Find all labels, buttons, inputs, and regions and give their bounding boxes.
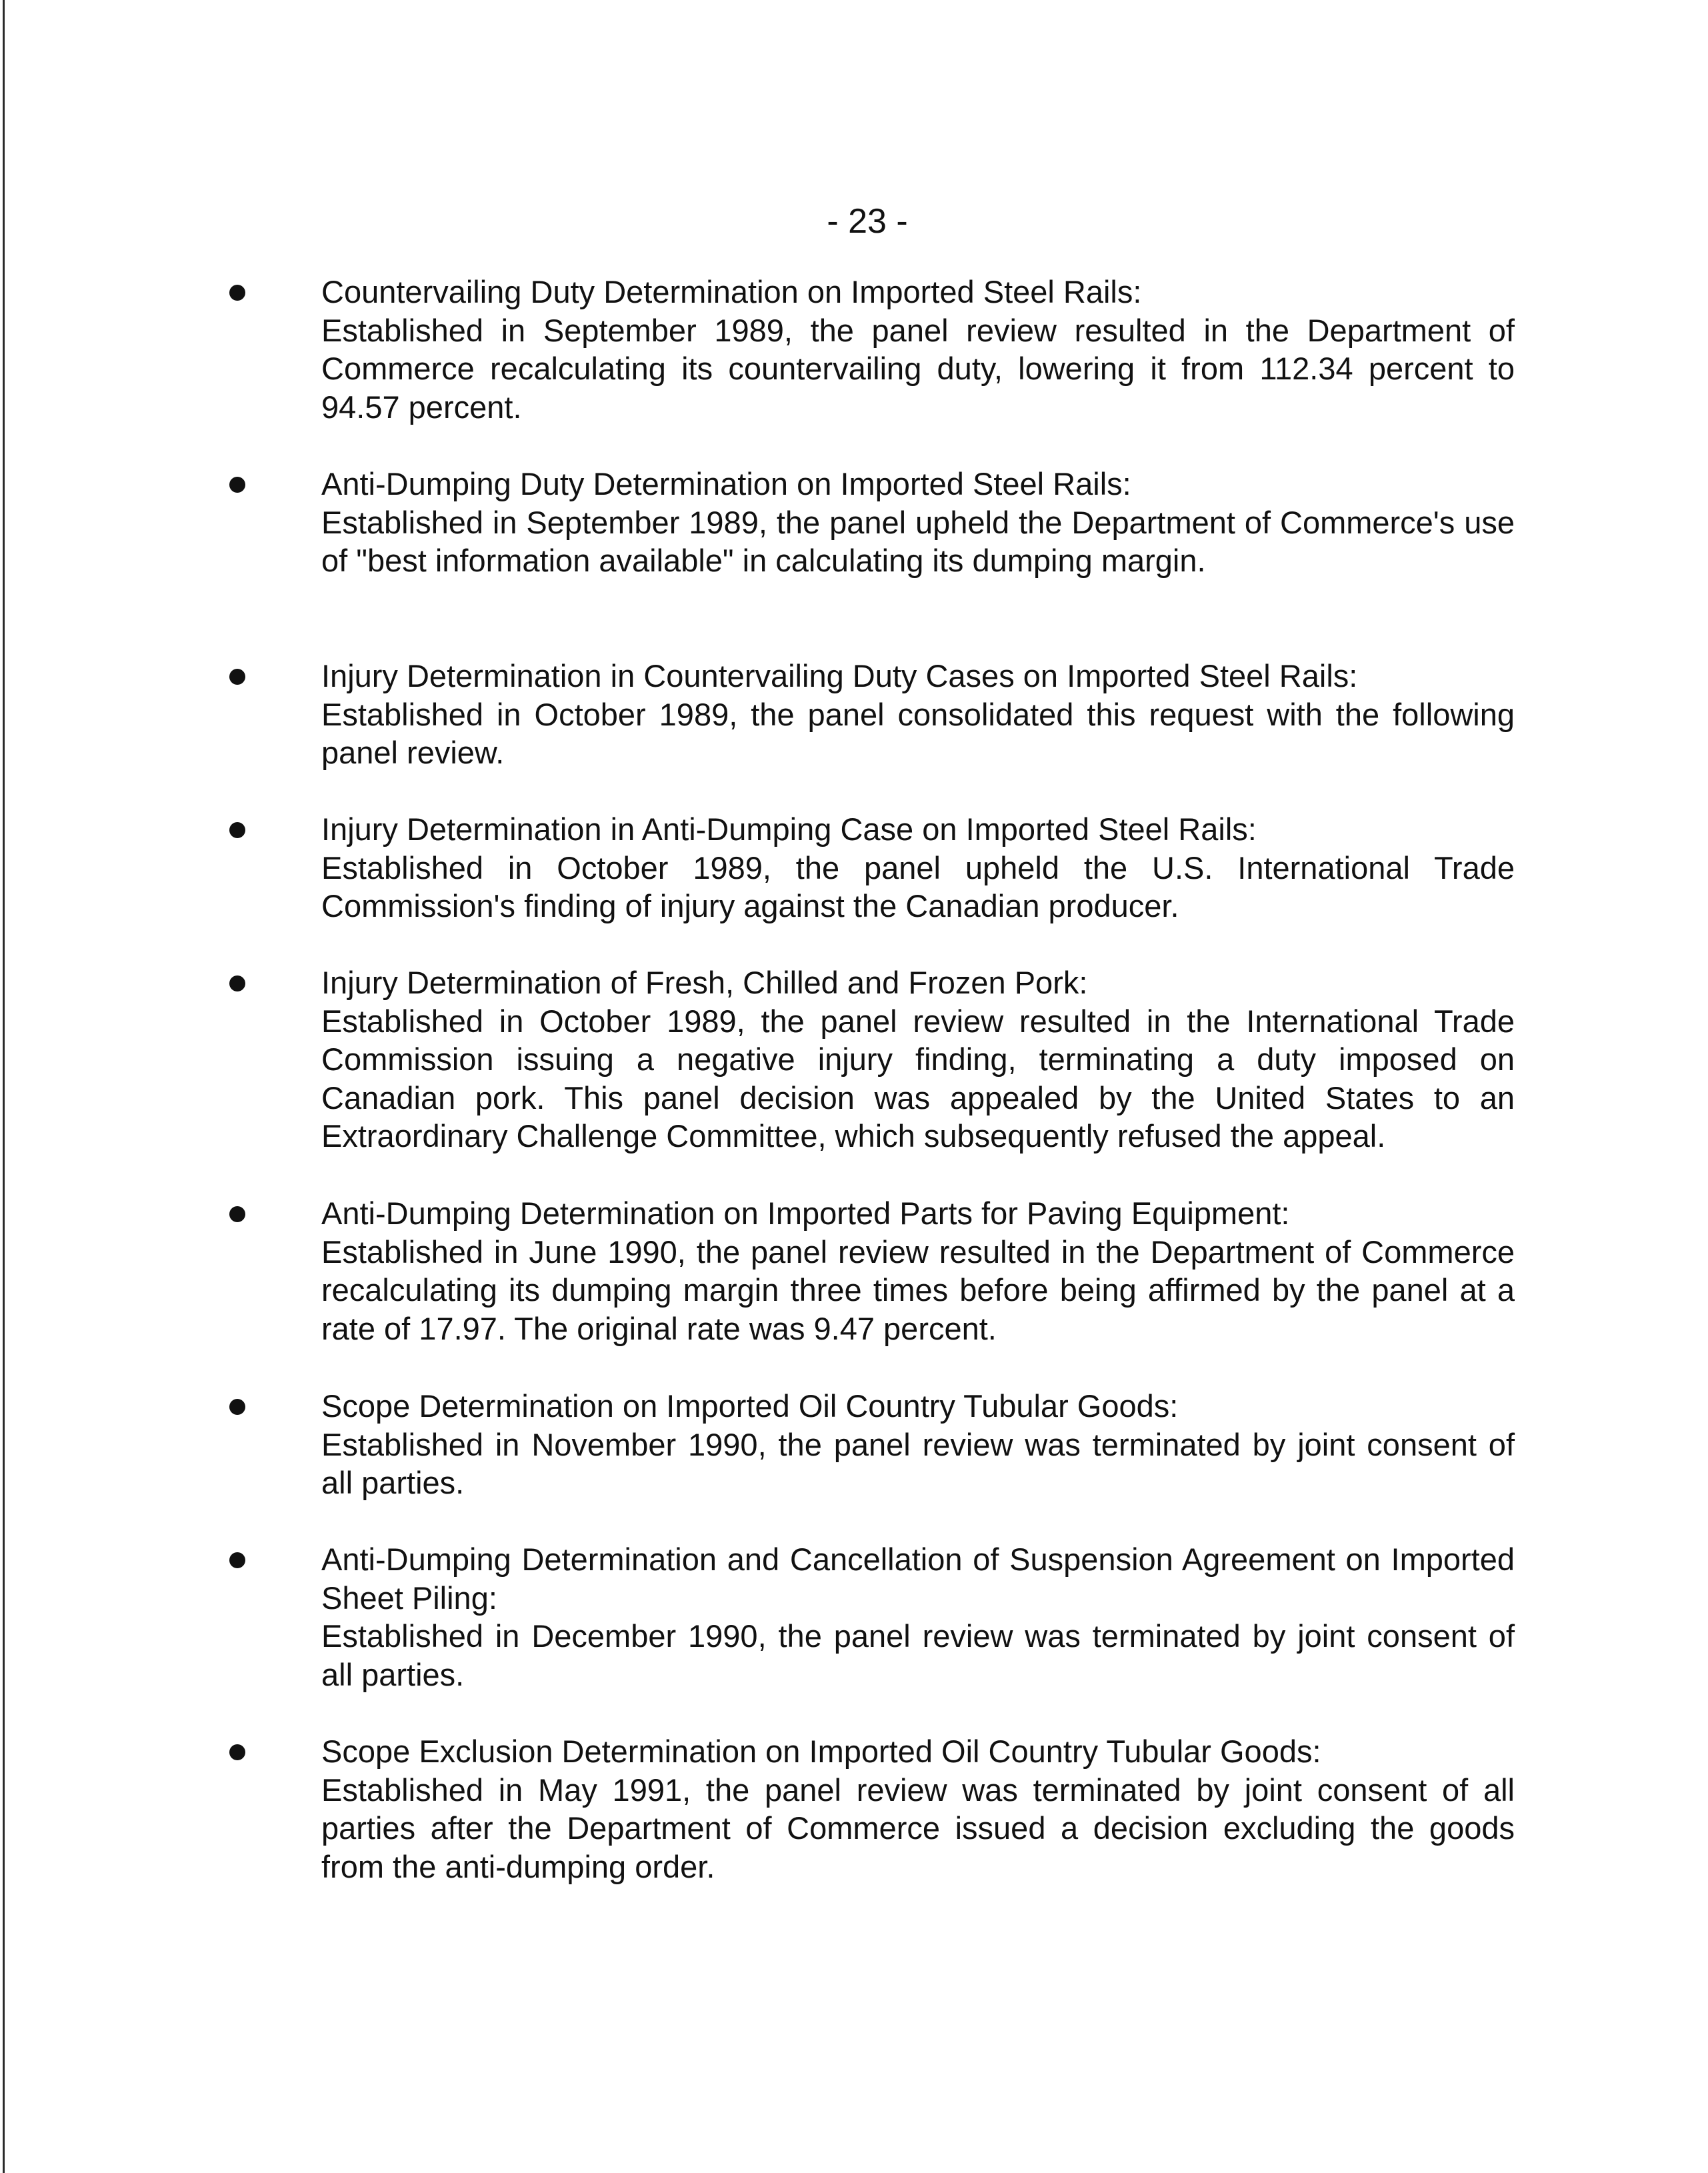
- item-title: Injury Determination in Countervailing Duty Cases on Imported Steel Rails:: [321, 658, 1358, 693]
- bullet-icon: [229, 975, 245, 991]
- list-item: [321, 1387, 1515, 1502]
- item-body: Established in November 1990, the panel review was terminated by joint consent of all parties.: [321, 1426, 1515, 1500]
- item-title: Scope Exclusion Determination on Imported Oil Country Tubular Goods:: [321, 1734, 1321, 1769]
- list-item: [321, 1732, 1515, 1886]
- bullet-icon: [229, 1399, 245, 1415]
- item-body: Established in October 1989, the panel review resulted in the International Trade Commission issuing a negative injury finding, terminating a duty imposed on Canadian pork. This panel decision was appealed by the United States to an Extraordinary Challenge Committee, which subsequently refused the appeal.: [321, 1003, 1515, 1154]
- bullet-icon: [229, 1744, 245, 1760]
- list-item: [321, 657, 1515, 772]
- list-item: [321, 273, 1515, 426]
- item-title: Anti-Dumping Duty Determination on Imported Steel Rails:: [321, 466, 1131, 501]
- item-body: Established in September 1989, the panel review resulted in the Department of Commerce recalculating its countervailing duty, lowering it from 112.34 percent to 94.57 percent.: [321, 312, 1515, 425]
- item-title: Anti-Dumping Determination and Cancellation of Suspension Agreement on Imported Sheet Piling:: [321, 1542, 1515, 1616]
- item-title: Injury Determination in Anti-Dumping Case on Imported Steel Rails:: [321, 811, 1257, 847]
- left-margin-rule: [3, 0, 5, 2173]
- item-body: Established in May 1991, the panel review was terminated by joint consent of all parties after the Department of Commerce issued a decision excluding the goods from the anti-dumping order.: [321, 1772, 1515, 1884]
- list-item: [321, 963, 1515, 1156]
- list-item: [321, 1194, 1515, 1348]
- list-item: [321, 1540, 1515, 1694]
- page-number: - 23 -: [827, 202, 908, 241]
- bullet-icon: [229, 285, 245, 301]
- bullet-icon: [229, 1206, 245, 1222]
- item-body: Established in September 1989, the panel upheld the Department of Commerce's use of "best information available" in calculating its dumping margin.: [321, 504, 1515, 578]
- item-title: Anti-Dumping Determination on Imported Parts for Paving Equipment:: [321, 1196, 1290, 1231]
- bullet-icon: [229, 822, 245, 838]
- bullet-icon: [229, 477, 245, 493]
- item-body: Established in June 1990, the panel review resulted in the Department of Commerce recalculating its dumping margin three times before being affirmed by the panel at a rate of 17.97. The original rate was 9.47 percent.: [321, 1234, 1515, 1346]
- bullet-icon: [229, 1552, 245, 1568]
- item-body: Established in December 1990, the panel review was terminated by joint consent of all parties.: [321, 1618, 1515, 1692]
- bullet-icon: [229, 669, 245, 685]
- item-body: Established in October 1989, the panel upheld the U.S. International Trade Commission's finding of injury against the Canadian producer.: [321, 849, 1515, 923]
- item-title: Countervailing Duty Determination on Imported Steel Rails:: [321, 274, 1142, 309]
- list-item: [321, 465, 1515, 580]
- item-body: Established in October 1989, the panel consolidated this request with the following panel review.: [321, 696, 1515, 770]
- item-title: Scope Determination on Imported Oil Country Tubular Goods:: [321, 1388, 1179, 1424]
- item-title: Injury Determination of Fresh, Chilled and Frozen Pork:: [321, 965, 1088, 1000]
- list-item: [321, 810, 1515, 925]
